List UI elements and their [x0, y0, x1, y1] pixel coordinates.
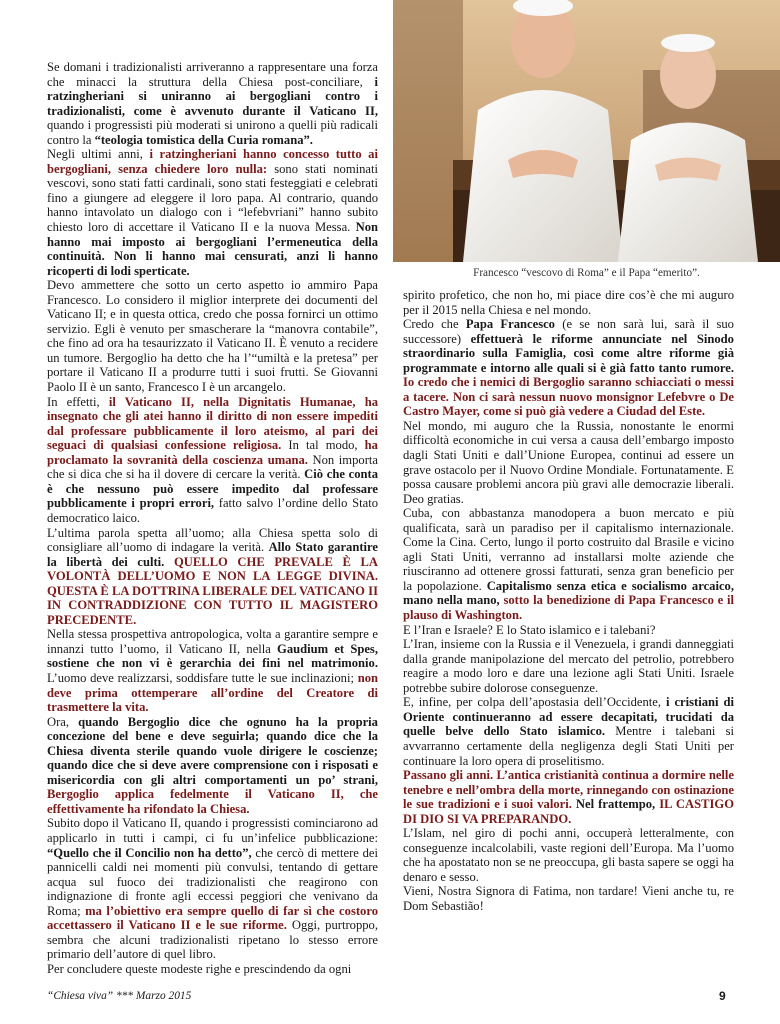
text-run: “Quello che il Concilio non ha detto”,: [47, 845, 252, 860]
text-run: IL CASTIGO DI DIO SI VA PREPARANDO.: [403, 797, 734, 826]
paragraph: [47, 715, 378, 817]
paragraph: [403, 884, 734, 913]
text-run: i ratzingheriani hanno concesso tutto ai bergogliani, senza chiedere loro nulla:: [47, 147, 378, 176]
text-run: E, infine, per colpa dell’apostasia dell’Occidente,: [403, 695, 666, 710]
text-run: fatto salvo l’ordine dello Stato democratico laico.: [47, 496, 379, 525]
text-run: Non hanno mai imposto ai bergogliani l’ermeneutica della continuità. Non li hanno mai censurati, anzi li hanno ricoperti di lodi sperticate.: [47, 220, 378, 278]
text-run: Cuba, con abbastanza manodopera a buon mercato e più qualificata, sarà un paradiso per il capitalismo internazionale. Come la Cina. Certo, lungo il porto costruito dal Brasile e vicino agli Stati Uniti, verranno ad installarsi molte aziende che riusciranno ad ottenere grossi fatturati, senza gran beneficio per la popolazione.: [403, 506, 734, 593]
paragraph: [403, 288, 734, 317]
text-run: Non importa che si dica che si ha il dovere di cercare la verità.: [47, 452, 378, 482]
text-run: Mentre i talebani si avvarranno certamente della negligenza degli Stati Uniti per continuare la loro opera di proselitismo.: [403, 724, 734, 768]
text-run: “teologia tomistica della Curia romana”.: [94, 132, 313, 147]
paragraph: [47, 962, 378, 977]
text-run: QUELLO CHE PREVALE È LA VOLONTÀ DELL’UOMO E NON LA LEGGE DIVINA. QUESTA È LA DOTTRINA LIBERALE DEL VATICANO II IN CONTRADDIZIONE CON TUTTO IL MAGISTERO PRECEDENTE.: [47, 554, 378, 627]
text-run: sotto la benedizione di Papa Francesco e il plauso di Washington.: [403, 593, 734, 623]
text-run: Ora,: [47, 714, 79, 729]
text-run: quando i progressisti più moderati si unirono a quelli più radicali contro la: [47, 118, 378, 147]
footer-publication: “Chiesa viva” *** Marzo 2015: [47, 990, 192, 1002]
text-run: il Vaticano II, nella Dignitatis Humanae, ha insegnato che gli atei hanno il diritto di non essere impediti dal professare pubblicamente il loro ateismo, al pari dei seguaci di qualsiasi confessione religiosa.: [47, 394, 378, 453]
paragraph: [47, 278, 378, 394]
text-run: Passano gli anni. L’antica cristianità continua a dormire nelle tenebre e nell’ombra della morte, rinnegando con ostinazione le sue tradizioni e i suoi valori.: [403, 768, 734, 812]
paragraph: [403, 623, 734, 638]
text-run: Gaudium et Spes, sostiene che non vi è gerarchia dei fini nel matrimonio.: [47, 641, 378, 671]
paragraph: [47, 60, 378, 147]
text-run: sono stati nominati vescovi, sono stati fatti cardinali, sono stati festeggiati e celebrati fino a giungere ad eleggere il loro papa. Al contrario, quando hanno intavolato un dialogo con i “lefebvriani” hanno subito chiesto loro di accettare il Vaticano II e la nuova Messa.: [47, 161, 378, 235]
text-run: ha proclamato la sovranità della coscienza umana.: [47, 438, 378, 467]
text-run: Capitalismo senza etica e socialismo arcaico, mano nella mano,: [403, 578, 734, 608]
text-run: Vieni, Nostra Signora di Fatima, non tardare! Vieni anche tu, re Dom Sebastião!: [403, 884, 734, 913]
text-run: L’Iran, insieme con la Russia e il Venezuela, i grandi danneggiati dalla grande manipolazione del mercato del petrolio, potrebbero reagire a modo loro e dare una lezione agli Stati Uniti. Israele potrebbe subire dolorose conseguenze.: [403, 637, 734, 695]
paragraph: [47, 627, 378, 714]
text-run: spirito profetico, che non ho, mi piace dire cos’è che mi auguro per il 2015 nella Chiesa e nel mondo.: [403, 288, 734, 317]
text-run: ma l’obiettivo era sempre quello di far sì che costoro accettassero il Vaticano II e le sue riforme.: [47, 903, 378, 933]
text-run: In tal modo,: [281, 438, 365, 453]
text-run: non deve prima ottemperare all’ordine del Creatore di trasmettere la vita.: [47, 670, 378, 715]
article-photo: [393, 0, 780, 262]
paragraph: [403, 419, 734, 506]
text-run: Credo che: [403, 317, 466, 332]
text-run: Allo Stato garantire la libertà dei culti.: [47, 540, 378, 569]
text-run: L’Islam, nel giro di pochi anni, occuperà letteralmente, con conseguenze incalcolabili, vaste regioni dell’Europa. Ma l’uomo che ha apostatato non se ne preoccupa, gli basta sapere se oggi ha denaro e sesso.: [403, 826, 734, 884]
text-run: Subito dopo il Vaticano II, quando i progressisti cominciarono ad applicarlo in tutti i campi, ci fu un’infelice pubblicazione:: [47, 816, 378, 845]
text-run: (e se non sarà lui, sarà il suo successore): [403, 317, 734, 346]
text-run: Bergoglio applica fedelmente il Vaticano II, che effettivamente ha rifondato la Chiesa.: [47, 787, 378, 816]
text-run: Oggi, purtroppo, sembra che alcuni tradizionalisti ripetano lo stesso errore primario dell’autore di quel libro.: [47, 918, 378, 962]
text-run: Io credo che i nemici di Bergoglio saranno schiacciati o messi a tacere.: [403, 375, 734, 404]
text-run: Ciò che conta è che nessuno può essere impedito dal professare pubblicamente i propri errori,: [47, 467, 378, 511]
text-run: E l’Iran e Israele? E lo Stato islamico e i talebani?: [403, 622, 656, 637]
text-run: i ratzingheriani si uniranno ai bergogliani contro i tradizionalisti, come è avvenuto durante il Vaticano II,: [47, 74, 378, 118]
page-number: 9: [719, 989, 726, 1003]
paragraph: [403, 637, 734, 695]
text-run: L’uomo deve realizzarsi, soddisfare tutte le sue inclinazioni;: [47, 670, 358, 685]
text-run: L’ultima parola spetta all’uomo; alla Chiesa spetta solo di consigliare all’uomo di indagare la verità.: [47, 525, 378, 555]
right-text-column: [403, 288, 734, 914]
text-run: [164, 555, 174, 569]
text-run: Nella stessa prospettiva antropologica, volta a garantire sempre e innanzi tutto l’uomo, il Vaticano II, nella: [47, 627, 378, 656]
text-run: quando Bergoglio dice che ognuno ha la propria concezione del bene e deve seguirla; quando dice che la Chiesa diventa sterile quando vuole dirigere le coscienze; quando dice che si deve avere comprensione con i risposati e misericordia con gli altri comportamenti un po’ strani,: [47, 714, 378, 787]
paragraph: [403, 695, 734, 768]
left-text-column: [47, 60, 378, 976]
paragraph: [47, 526, 378, 628]
text-run: Papa Francesco: [465, 317, 555, 332]
text-run: Non ci sarà nessun nuovo monsignor Lefebvre o De Castro Mayer, come si può già vedere a Ciudad del Este.: [403, 389, 735, 419]
paragraph: [403, 768, 734, 826]
text-run: Nel frattempo,: [575, 797, 660, 812]
text-run: Devo ammettere che sotto un certo aspetto io ammiro Papa Francesco. Lo considero il miglior interprete dei documenti del Vaticano II; e in questa ottica, credo che possa fornirci un ottimo servizio. Egli è venuto per smascherare la “manovra contabile”, che fino ad ora ha tesaurizzato il Vaticano II. È venuto a recidere un tumore. Bergoglio ha detto che ha l’“umiltà e la pretesa” per portare il Vaticano II a produrre tutti i suoi frutti. Se Giovanni Paolo II è un santo, Francesco I è un arcangelo.: [47, 278, 378, 395]
paragraph: [403, 826, 734, 884]
paragraph: [47, 395, 378, 526]
text-run: Se domani i tradizionalisti arriveranno a rappresentare una forza che minacci la struttura della Chiesa post-conciliare,: [47, 60, 378, 89]
text-run: Nel mondo, mi auguro che la Russia, nonostante le enormi difficoltà economiche in cui versa a causa dell’embargo imposto dagli Stati Uniti e dall’Unione Europea, continui ad essere un grave ostacolo per il Nuovo Ordine Mondiale. Fortunatamente. E possa causare problemi ancora più gravi alle democrazie liberali. Deo gratias.: [403, 418, 734, 506]
text-run: effettuerà le riforme annunciate nel Sinodo straordinario sulla Famiglia, così come altre riforme già programmate e intorno alle quali si è già fatto tanto rumore.: [403, 331, 734, 375]
text-run: i cristiani di Oriente continueranno ad essere decapitati, trucidati da quelle belve dello Stato islamico.: [403, 695, 734, 739]
text-run: In effetti,: [47, 394, 109, 409]
text-run: che cercò di mettere dei pannicelli caldi nei momenti più convulsi, tentando di gettare acqua sul fuoco dei tradizionalisti che reagirono con indignazione di fronte agli eccessi peggiori che venivano da Roma;: [47, 845, 378, 918]
photo-caption: Francesco “vescovo di Roma” e il Papa “emerito”.: [473, 267, 700, 279]
paragraph: [403, 506, 734, 622]
paragraph: [47, 147, 378, 278]
photo-illustration: [393, 0, 780, 262]
text-run: Negli ultimi anni,: [47, 147, 150, 162]
paragraph: [47, 816, 378, 961]
text-run: Per concludere queste modeste righe e prescindendo da ogni: [47, 961, 352, 976]
paragraph: [403, 317, 734, 419]
